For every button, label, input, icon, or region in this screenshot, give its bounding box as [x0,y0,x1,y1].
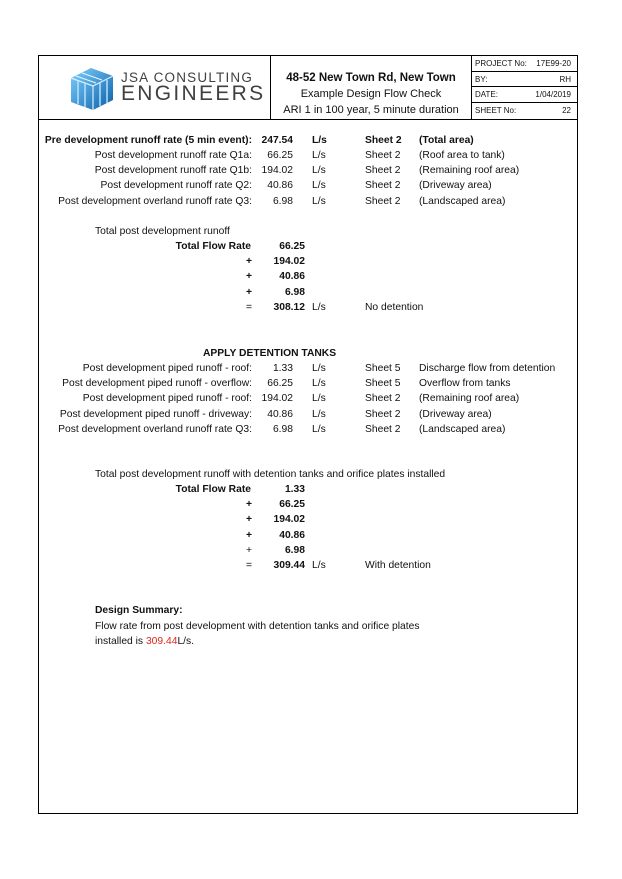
total-operator: + [245,286,252,298]
row-unit: L/s [312,423,326,435]
row-sheet-ref: Sheet 5 [365,378,401,390]
row-note: Overflow from tanks [419,378,511,390]
total-value: 40.86 [279,271,305,283]
total-operator: = [245,301,252,313]
summary-suffix: L/s. [177,636,195,647]
row-unit: L/s [312,408,326,420]
row-label: Post development piped runoff - roof: [82,363,252,374]
total-operator: + [245,499,252,511]
total-note: No detention [365,301,424,313]
row-label: Pre development runoff rate (5 min event): [44,135,252,146]
total-note: With detention [365,560,431,571]
total-operator: + [245,529,252,541]
row-sheet-ref: Sheet 2 [365,393,401,405]
summary-prefix: installed is [95,636,146,647]
row-unit: L/s [312,195,326,207]
row-sheet-ref: Sheet 2 [365,150,401,161]
total-value: 40.86 [279,529,305,541]
total-operator: + [245,544,252,556]
project-subtitle: Example Design Flow Check [300,88,442,100]
sheet-header [39,56,577,120]
row-label: Post development piped runoff - roof: [82,393,252,405]
row-unit: L/s [312,180,326,192]
section-heading: APPLY DETENTION TANKS [203,348,337,359]
summary-line: Flow rate from post development with detention tanks and orifice plates [95,621,420,632]
row-value: 6.98 [272,195,293,207]
calculation-sheet [38,55,578,814]
row-sheet-ref: Sheet 2 [365,195,401,207]
row-label: Post development runoff rate Q2: [100,180,252,192]
project-title: 48-52 New Town Rd, New Town [286,72,456,84]
row-value: 247.54 [261,135,293,146]
total-value: 6.98 [284,544,305,556]
total-operator: + [245,256,252,268]
row-note: (Driveway area) [419,180,492,192]
row-note: (Remaining roof area) [419,165,520,177]
project-subtitle-ari: ARI 1 in 100 year, 5 minute duration [283,104,459,116]
row-sheet-ref: Sheet 2 [365,180,401,192]
total-operator: + [245,514,252,526]
section-heading: Total post development runoff [95,226,230,237]
meta-label: PROJECT No: [475,59,527,68]
total-value: 1.33 [284,484,305,495]
meta-row [472,103,578,119]
row-note: (Landscaped area) [419,423,506,435]
total-value: 6.98 [284,286,305,298]
total-unit: L/s [312,301,326,313]
row-value: 194.02 [261,393,293,405]
row-sheet-ref: Sheet 2 [365,165,401,177]
meta-label: BY: [475,74,488,84]
section-heading: Total post development runoff with detention tanks and orifice plates installed [95,469,446,480]
row-label: Post development piped runoff - overflow: [62,378,252,390]
row-label: Post development piped runoff - driveway: [59,408,252,420]
row-value: 40.86 [267,408,293,420]
row-note: (Remaining roof area) [419,393,520,405]
row-label: Post development runoff rate Q1a: [94,150,252,161]
total-flow-label: Total Flow Rate [175,241,251,252]
company-logo-icon [65,62,119,112]
total-value: 66.25 [279,241,305,252]
row-sheet-ref: Sheet 2 [365,135,402,146]
meta-value: 22 [562,105,571,115]
row-unit: L/s [312,135,327,146]
total-value: 308.12 [273,301,305,313]
row-unit: L/s [312,363,326,374]
total-value: 194.02 [273,514,305,526]
row-value: 66.25 [267,150,293,161]
summary-result-value: 309.44 [145,636,178,647]
row-note: (Driveway area) [419,408,492,420]
summary-line [95,635,194,648]
meta-row [472,72,578,88]
row-sheet-ref: Sheet 2 [365,408,401,420]
meta-value: RH [559,74,571,84]
row-unit: L/s [312,393,326,405]
total-unit: L/s [312,560,326,571]
row-sheet-ref: Sheet 5 [365,363,401,374]
total-operator: = [245,560,252,571]
row-label: Post development overland runoff rate Q3: [58,195,252,207]
total-value: 66.25 [279,499,305,511]
row-value: 66.25 [267,378,293,390]
row-note: Discharge flow from detention [419,363,556,374]
row-value: 194.02 [261,165,293,177]
row-unit: L/s [312,165,326,177]
company-name-line2: ENGINEERS [121,82,266,105]
row-label: Post development overland runoff rate Q3: [58,423,252,435]
row-sheet-ref: Sheet 2 [365,423,401,435]
summary-heading: Design Summary: [95,605,183,616]
meta-row [472,87,578,103]
row-value: 1.33 [272,363,293,374]
row-label: Post development runoff rate Q1b: [94,165,252,177]
total-flow-label: Total Flow Rate [175,484,251,495]
total-value: 194.02 [273,256,305,268]
total-value: 309.44 [273,560,305,571]
meta-value: 1/04/2019 [535,90,571,99]
meta-label: DATE: [475,90,498,99]
row-value: 40.86 [267,180,293,192]
row-unit: L/s [312,150,326,161]
meta-label: SHEET No: [475,105,517,115]
meta-value: 17E99-20 [536,59,571,68]
row-unit: L/s [312,378,326,390]
meta-row [472,56,578,72]
row-note: (Total area) [419,135,474,146]
row-note: (Landscaped area) [419,195,506,207]
company-name-line1: JSA CONSULTING [121,70,254,85]
row-value: 6.98 [272,423,293,435]
row-note: (Roof area to tank) [419,150,505,161]
total-operator: + [245,271,252,283]
